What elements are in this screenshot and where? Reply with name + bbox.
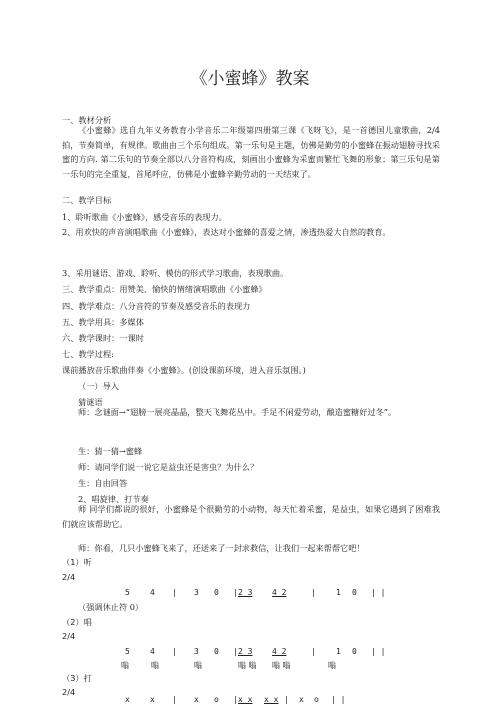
page-title: 《小蜜蜂》教案 [190, 69, 310, 89]
lyric: 嗡 [151, 661, 159, 670]
lyric: 嗡 嗡 [238, 661, 257, 670]
teaching-tools: 五、教学用具：多媒体 [62, 317, 144, 327]
note: 1 [336, 588, 341, 597]
note: 3 [194, 647, 199, 656]
beat-rest: o [314, 695, 319, 704]
goal-1: 1、聆听歌曲《小蜜蜂》，感受音乐的表现力。 [62, 212, 227, 222]
note: 3 [194, 588, 199, 597]
beat-pair: x x [238, 695, 253, 704]
teacher-question: 师：请同学们说一说它是益虫还是害虫？为什么？ [78, 462, 259, 472]
beat-heading: （3）打 [62, 673, 92, 683]
note-pair: 2 3 [238, 647, 253, 656]
section-heading-analysis: 一、教材分析 [62, 115, 112, 125]
teaching-focus: 三、教学重点：用赞美、愉快的情绪演唱歌曲《小蜜蜂》 [62, 284, 267, 294]
note: 5 [125, 588, 130, 597]
goal-3: 3、采用谜语、游戏、聆听、模仿的形式学习歌曲，表现歌曲。 [62, 268, 289, 278]
note-pair: 2 3 [238, 588, 253, 597]
end-barline: | | [331, 695, 346, 704]
note: 5 [125, 647, 130, 656]
lyric: 嗡 [121, 661, 129, 670]
rest: 0 [352, 647, 357, 656]
pre-class-note: 课前播放音乐歌曲伴奏《小蜜蜂》。(创设课前环境，进入音乐氛围。) [62, 365, 306, 375]
meter-3: 2/4 [62, 687, 76, 697]
beat: x [125, 695, 130, 704]
barline: | [284, 695, 289, 704]
note: 1 [336, 647, 341, 656]
teaching-hours: 六、教学课时：一课时 [62, 333, 144, 343]
student-free-answer: 生：自由回答 [78, 478, 128, 488]
teaching-difficulty: 四、教学难点：八分音符的节奏及感受音乐的表现力 [62, 301, 251, 311]
barline: | [172, 695, 177, 704]
beat: x [150, 695, 155, 704]
beat-rest: o [214, 695, 219, 704]
sing-heading: 2、唱旋律、打节奏 [78, 494, 149, 504]
sing-score-heading: （2）唱 [62, 617, 92, 627]
barline: | [233, 695, 238, 704]
barline: | [233, 647, 238, 656]
lyric: 嗡 嗡 [272, 661, 291, 670]
score-row-beat [0, 695, 500, 707]
beat: x [194, 695, 199, 704]
lyrics-row [0, 660, 500, 672]
rest: 0 [214, 588, 219, 597]
teacher-comment: 师 同学们都说的很好，小蜜蜂是个很勤劳的小动物，每天忙着采蜜，是益虫，如果它遇到了困难我们就应该帮助它。 [62, 504, 440, 529]
note: 4 [150, 647, 155, 656]
barline: | [311, 647, 316, 656]
score-row-listen [0, 588, 500, 600]
note: 4 [150, 588, 155, 597]
end-barline: | | [371, 588, 386, 597]
teacher-letter: 师：你看，几只小蜜蜂飞来了，还送来了一封求救信，让我们一起来帮帮它吧！ [78, 543, 365, 553]
note-pair: 4 2 [272, 588, 287, 597]
analysis-paragraph: 《小蜜蜂》选自九年义务教育小学音乐二年级第四册第三课《飞呀飞》，是一首德国儿童歌曲，2/4拍，节奏简单，有规律。歌曲由三个乐句组成。第一乐句是主题，仿佛是勤劳的小蜜蜂在振动翅膀寻找采蜜的方向. 第二乐句的节奏全部以八分音符构成，刻画出小蜜蜂为采蜜而繁忙飞舞的形象；第三乐句是第一乐句的完全重复，首尾呼应，仿佛是小蜜蜂辛勤劳动的一天结束了。 [62, 125, 440, 179]
part-intro: （一）导入 [78, 381, 119, 391]
barline: | [311, 588, 316, 597]
rest: 0 [352, 588, 357, 597]
section-heading-goals: 二、教学目标 [62, 195, 112, 205]
rest-note: （强调休止符 0） [78, 602, 144, 612]
barline: | [172, 647, 177, 656]
student-answer: 生：猜一猜→蜜蜂 [78, 446, 143, 456]
rest: 0 [214, 647, 219, 656]
note-pair: 4 2 [272, 647, 287, 656]
lyric: 嗡 [194, 661, 202, 670]
barline: | [233, 588, 238, 597]
lyric: 嗡 [328, 661, 336, 670]
goal-2: 2、用欢快的声音演唱歌曲《小蜜蜂》，表达对小蜜蜂的喜爱之情，渗透热爱大自然的教育。 [62, 227, 391, 237]
barline: | [172, 588, 177, 597]
score-row-sing [0, 647, 500, 659]
listen-heading: （1）听 [62, 557, 92, 567]
riddle-text: 师：念谜面→“翅膀一展亮晶晶，整天飞舞花丛中。手足不闲爱劳动，酿造蜜糖好过冬”。 [78, 407, 397, 417]
end-barline: | | [371, 647, 386, 656]
riddle-title: 猜谜语 [78, 397, 103, 407]
meter-1: 2/4 [62, 572, 76, 582]
beat: x [299, 695, 304, 704]
meter-2: 2/4 [62, 631, 76, 641]
section-heading-process: 七、教学过程: [62, 349, 114, 359]
beat-pair: x x [264, 695, 279, 704]
